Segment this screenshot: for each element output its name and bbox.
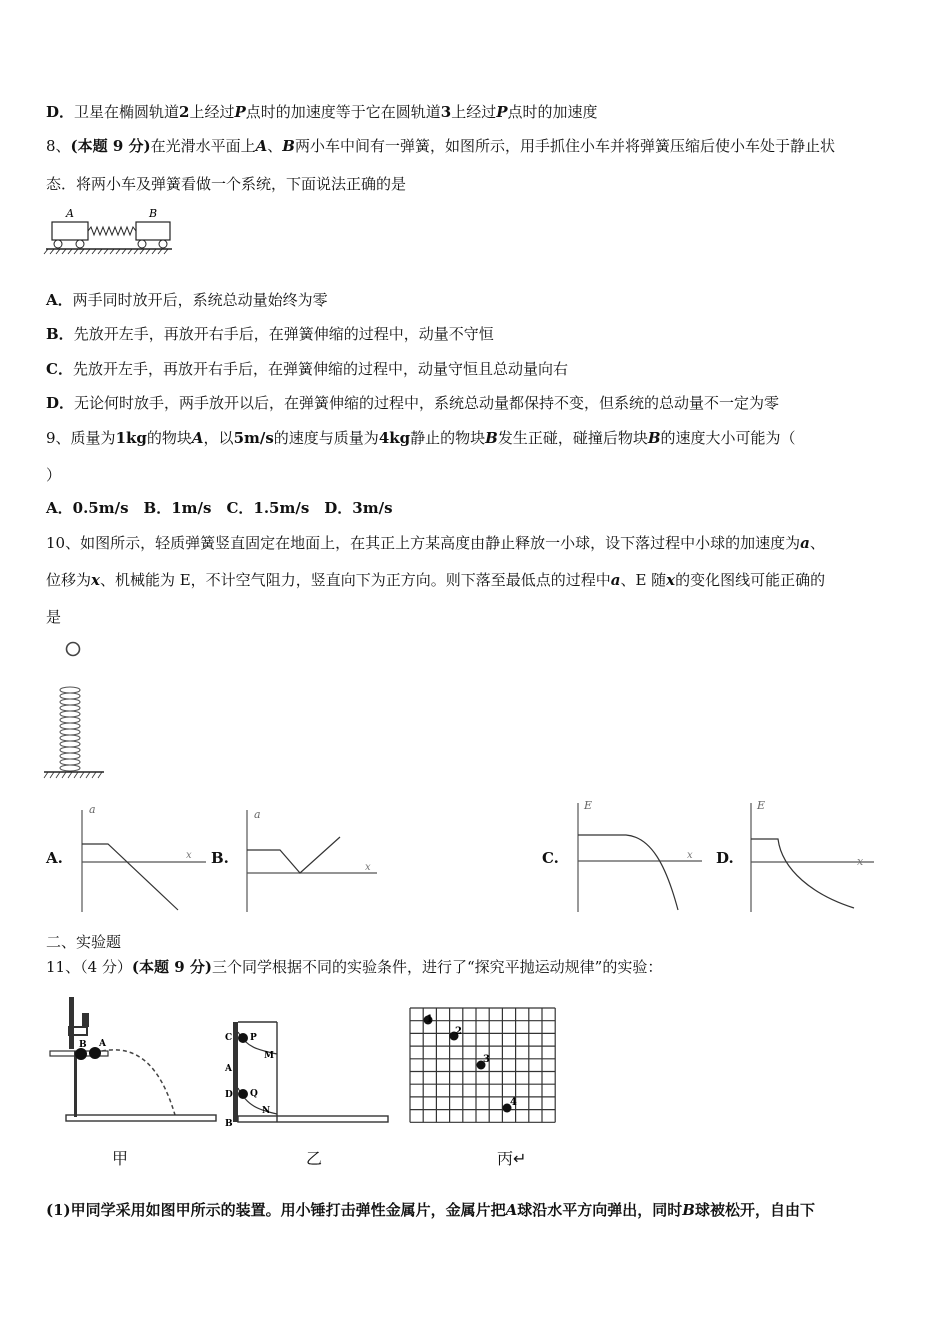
graph-c-ylabel: E xyxy=(584,799,593,812)
caption-bing: 丙↵ xyxy=(497,1149,527,1168)
caption-yi: 乙 xyxy=(306,1149,323,1168)
jia-label-a: A xyxy=(99,1039,106,1049)
q9-stem-line2: ） xyxy=(46,466,62,484)
graph-d-ylabel: E xyxy=(757,799,766,812)
q10-graph-a xyxy=(70,800,210,915)
q10-stem-line3: 是 xyxy=(46,608,62,626)
caption-jia: 甲 xyxy=(112,1149,129,1168)
q10-graph-d xyxy=(738,795,878,915)
q10-option-d-label[interactable]: D. xyxy=(716,849,734,867)
grid-point-1: 1 xyxy=(426,1014,433,1025)
q11-figure-yi xyxy=(225,1018,391,1128)
q7-option-d: D．卫星在椭圆轨道2上经过P点时的加速度等于它在圆轨道3上经过P点时的加速度 xyxy=(46,103,598,121)
cart-a-label: A xyxy=(66,207,74,220)
q8-option-c[interactable]: C．先放开左手，再放开右手后，在弹簧伸缩的过程中，动量守恒且总动量向右 xyxy=(46,360,568,378)
q10-spring-figure xyxy=(44,638,108,780)
graph-a-ylabel: a xyxy=(89,803,96,816)
yi-label-q: Q xyxy=(250,1089,258,1099)
yi-label-p: P xyxy=(250,1033,257,1043)
yi-label-c: C xyxy=(225,1033,233,1043)
q8-stem-line2: 态．将两小车及弹簧看做一个系统，下面说法正确的是 xyxy=(46,175,407,193)
q11-figure-bing xyxy=(408,1006,554,1124)
graph-b-xlabel: x xyxy=(365,862,371,873)
q8-option-d[interactable]: D．无论何时放手，两手放开以后，在弹簧伸缩的过程中，系统总动量都保持不变，但系统的总动量不一定为零 xyxy=(46,394,780,412)
grid-point-3: 3 xyxy=(483,1054,490,1065)
q8-stem-line1: 8、(本题 9 分)在光滑水平面上A、B两小车中间有一弹簧，如图所示，用手抓住小车并将弹簧压缩后使小车处于静止状 xyxy=(46,137,835,155)
yi-label-d: D xyxy=(225,1090,233,1100)
cart-b-label: B xyxy=(149,207,158,220)
q10-graph-b xyxy=(232,800,382,915)
q10-stem-line1: 10、如图所示，轻质弹簧竖直固定在地面上，在其正上方某高度由静止释放一小球，设下落过程中小球的加速度为a、 xyxy=(46,534,825,552)
q9-options[interactable]: A．0.5m/s B．1m/s C．1.5m/s D．3m/s xyxy=(46,499,393,517)
section-heading: 二、实验题 xyxy=(46,933,122,951)
q10-option-b-label[interactable]: B. xyxy=(211,849,229,867)
grid-point-2: 2 xyxy=(455,1026,462,1037)
q11-figure-jia xyxy=(44,993,220,1129)
yi-label-n: N xyxy=(262,1106,271,1116)
graph-c-xlabel: x xyxy=(687,850,693,861)
yi-label-b: B xyxy=(225,1119,233,1129)
q11-part1: (1)甲同学采用如图甲所示的装置。用小锤打击弹性金属片，金属片把A球沿水平方向弹出，同时B球被松开，自由下 xyxy=(46,1201,815,1219)
q9-stem-line1: 9、质量为1kg的物块A，以5m/s的速度与质量为4kg静止的物块B发生正碰，碰撞后物块B的速度大小可能为（ xyxy=(46,429,796,447)
q8-carts-figure xyxy=(44,204,174,256)
q10-graph-c xyxy=(566,795,706,915)
q8-option-b[interactable]: B．先放开左手，再放开右手后，在弹簧伸缩的过程中，动量不守恒 xyxy=(46,325,494,343)
q8-option-a[interactable]: A．两手同时放开后，系统总动量始终为零 xyxy=(46,291,328,309)
q10-stem-line2: 位移为x、机械能为 E，不计空气阻力，竖直向下为正方向。则下落至最低点的过程中a、E 随x的变化图线可能正确的 xyxy=(46,571,826,589)
graph-a-xlabel: x xyxy=(186,850,192,861)
q10-option-c-label[interactable]: C. xyxy=(542,849,559,867)
grid-point-4: 4 xyxy=(510,1097,517,1108)
q10-option-a-label[interactable]: A. xyxy=(46,849,63,867)
graph-b-ylabel: a xyxy=(254,808,261,821)
yi-label-m: M xyxy=(264,1051,274,1061)
q11-stem: 11、（4 分）(本题 9 分)三个同学根据不同的实验条件，进行了“探究平抛运动规律”的实验： xyxy=(46,958,663,976)
graph-d-xlabel: x xyxy=(857,855,864,868)
yi-label-a: A xyxy=(225,1064,232,1074)
jia-label-b: B xyxy=(79,1040,87,1050)
